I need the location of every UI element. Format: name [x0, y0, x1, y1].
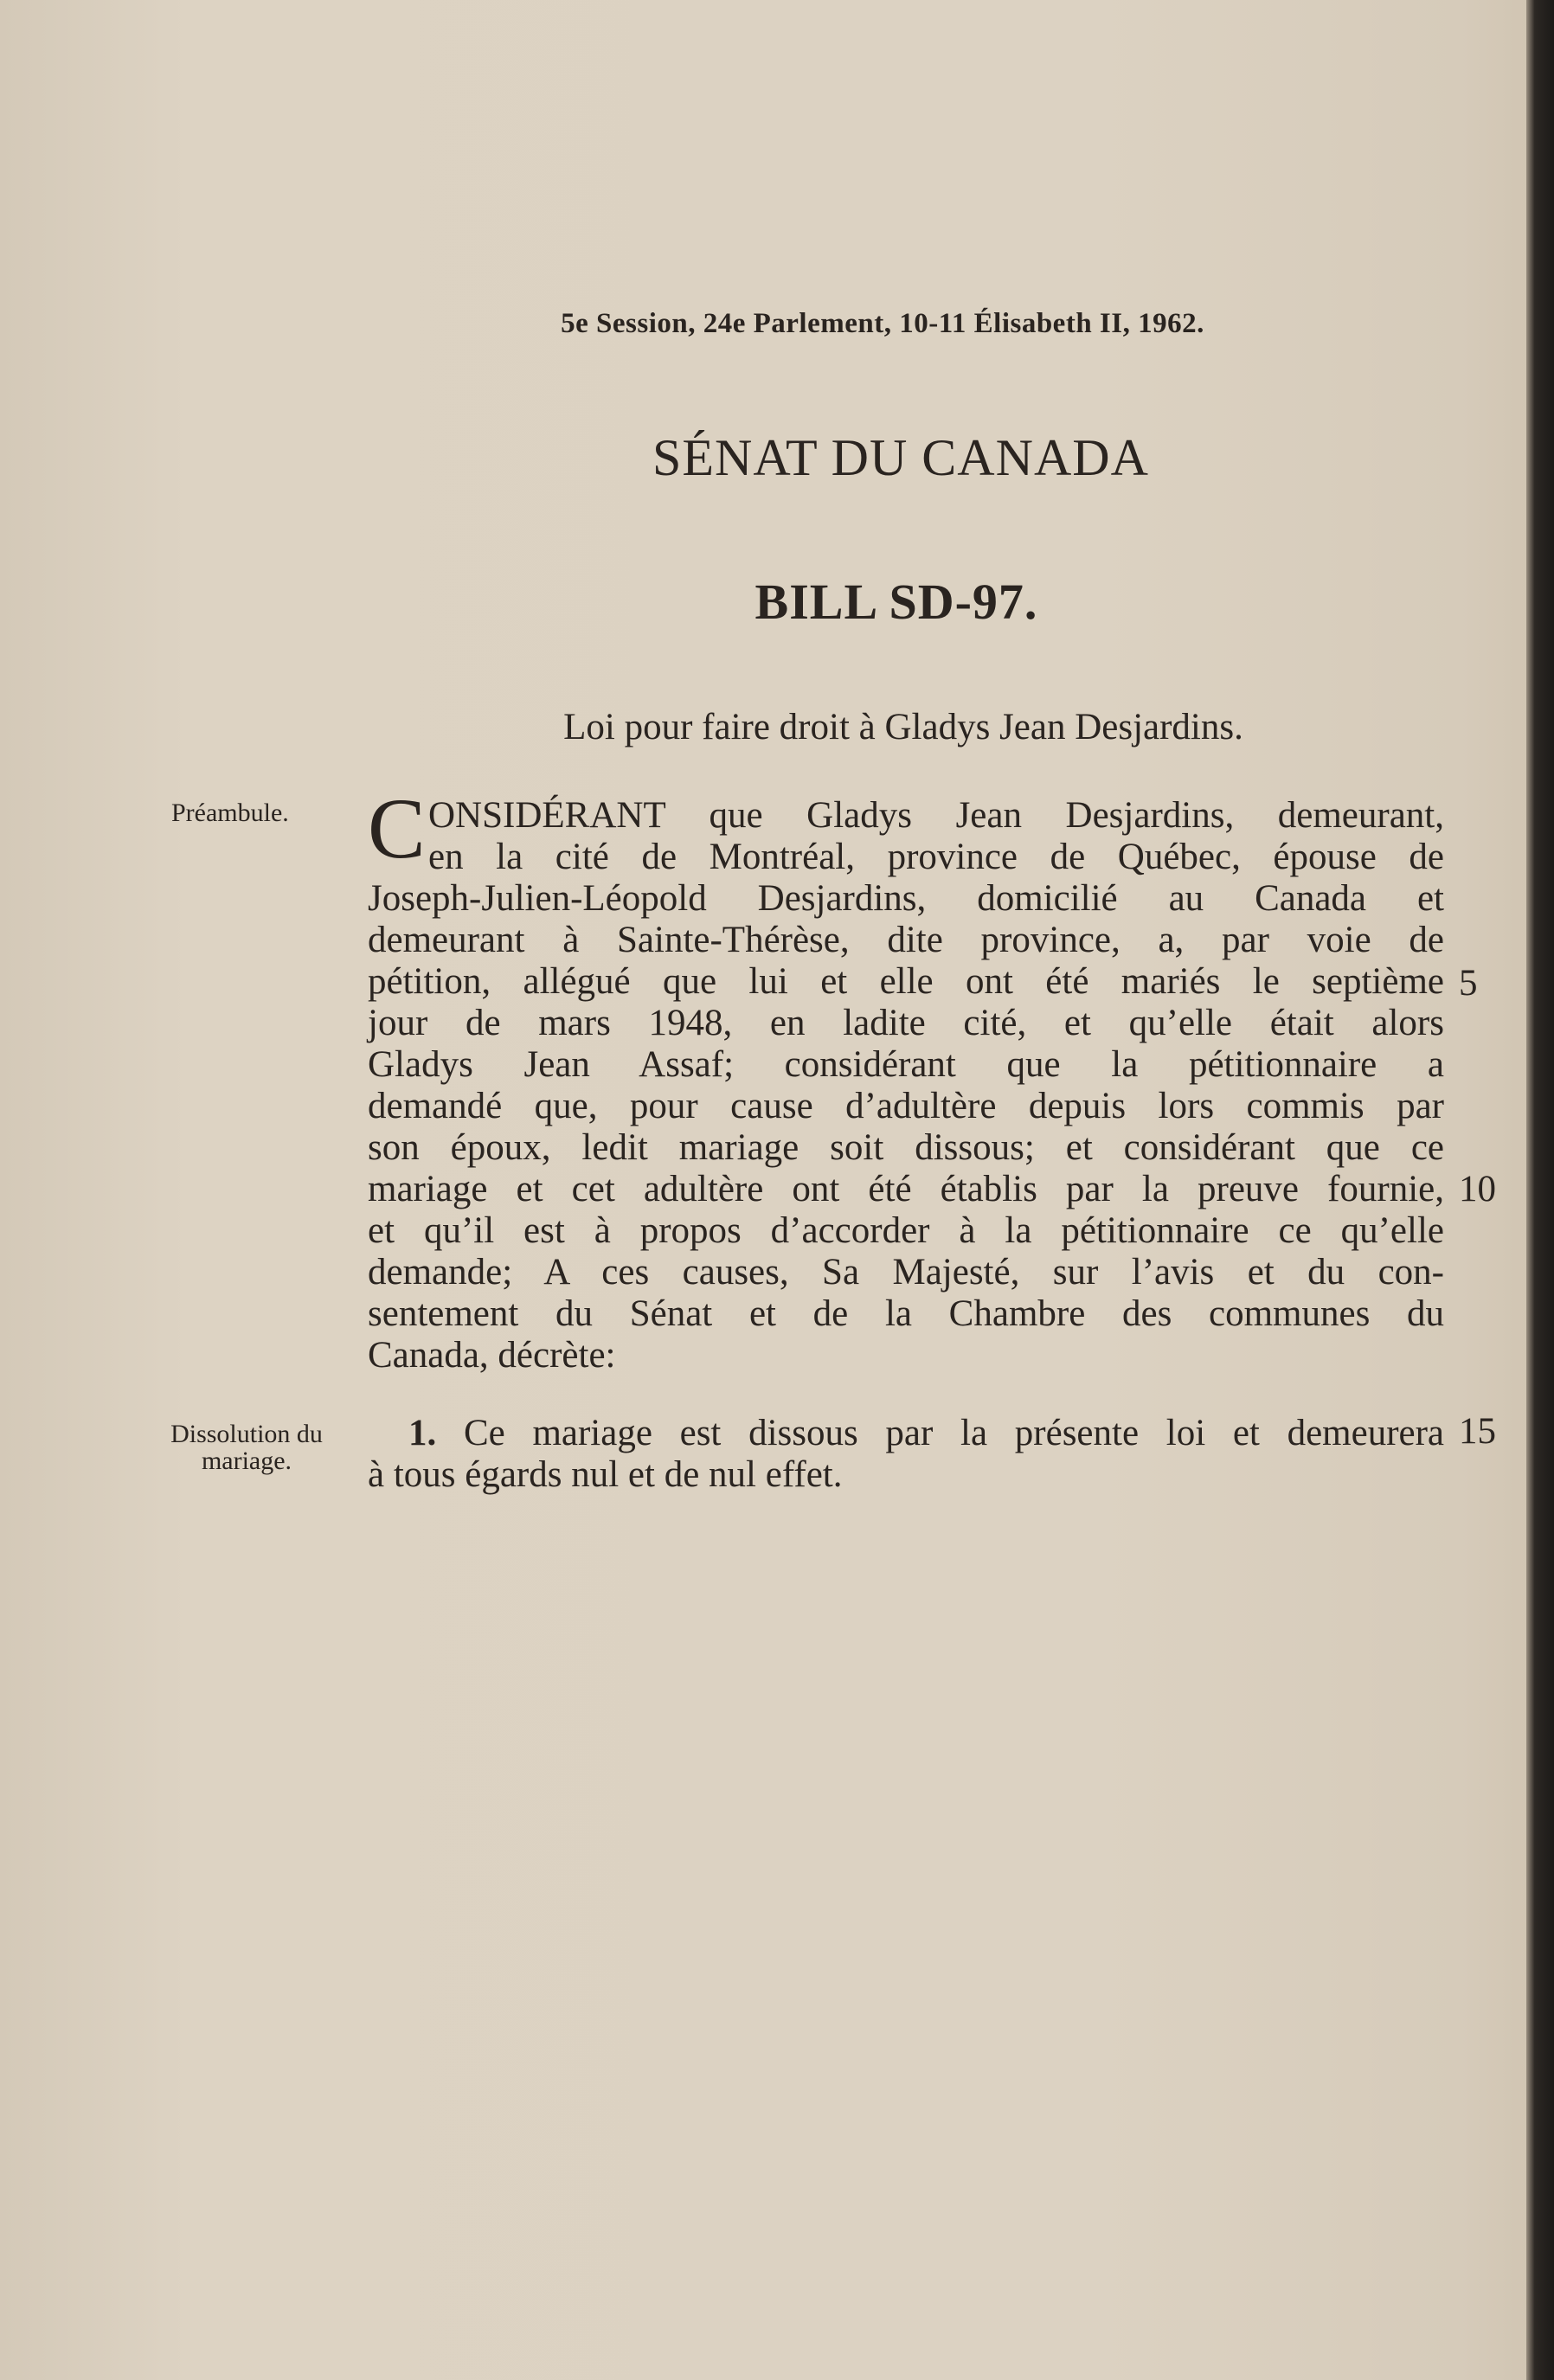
bill-long-title: Loi pour faire droit à Gladys Jean Desjardins.	[563, 707, 1243, 747]
preamble-line: jour de mars 1948, en ladite cité, et qu’elle était alors	[368, 1003, 1444, 1043]
preamble-line: et qu’il est à propos d’accorder à la pétitionnaire ce qu’elle	[368, 1210, 1444, 1251]
preamble-line: ONSIDÉRANT que Gladys Jean Desjardins, demeurant,	[428, 795, 1444, 836]
preamble-line: demande; A ces causes, Sa Majesté, sur l’avis et du con-	[368, 1252, 1444, 1293]
preamble-line: Canada, décrète:	[368, 1335, 616, 1376]
bill-number: BILL SD-97.	[755, 574, 1038, 630]
book-spine-edge	[1526, 0, 1554, 2380]
preamble-line: son époux, ledit mariage soit dissous; et considérant que ce	[368, 1127, 1444, 1168]
line-number-10: 10	[1459, 1169, 1496, 1209]
preamble-line: demeurant à Sainte-Thérèse, dite province, a, par voie de	[368, 920, 1444, 960]
margin-note-preambule: Préambule.	[171, 799, 289, 827]
session-heading: 5e Session, 24e Parlement, 10-11 Élisabeth II, 1962.	[561, 308, 1204, 339]
line-number-15: 15	[1459, 1411, 1496, 1452]
article-1-number: 1.	[408, 1413, 437, 1453]
article-1-text-1: Ce mariage est dissous par la présente loi et demeurera	[463, 1413, 1445, 1453]
chamber-title: SÉNAT DU CANADA	[652, 429, 1149, 486]
preamble-line: Joseph-Julien-Léopold Desjardins, domicilié au Canada et	[368, 878, 1444, 919]
preamble-line: demandé que, pour cause d’adultère depuis lors commis par	[368, 1086, 1444, 1126]
line-number-5: 5	[1459, 963, 1478, 1004]
preamble-line: en la cité de Montréal, province de Québec, épouse de	[428, 837, 1444, 877]
preamble-line: Gladys Jean Assaf; considérant que la pétitionnaire a	[368, 1044, 1444, 1085]
article-1-gap	[436, 1413, 464, 1453]
article-1-line-2: à tous égards nul et de nul effet.	[368, 1454, 843, 1495]
preamble-line: pétition, allégué que lui et elle ont été mariés le septième	[368, 961, 1444, 1002]
preamble-line: sentement du Sénat et de la Chambre des communes du	[368, 1293, 1444, 1334]
preamble-line: mariage et cet adultère ont été établis par la preuve fournie,	[368, 1169, 1444, 1209]
article-1-line-1	[408, 1413, 1444, 1454]
margin-note-dissolution: Dissolution du mariage.	[170, 1420, 323, 1475]
drop-cap: C	[368, 780, 426, 876]
